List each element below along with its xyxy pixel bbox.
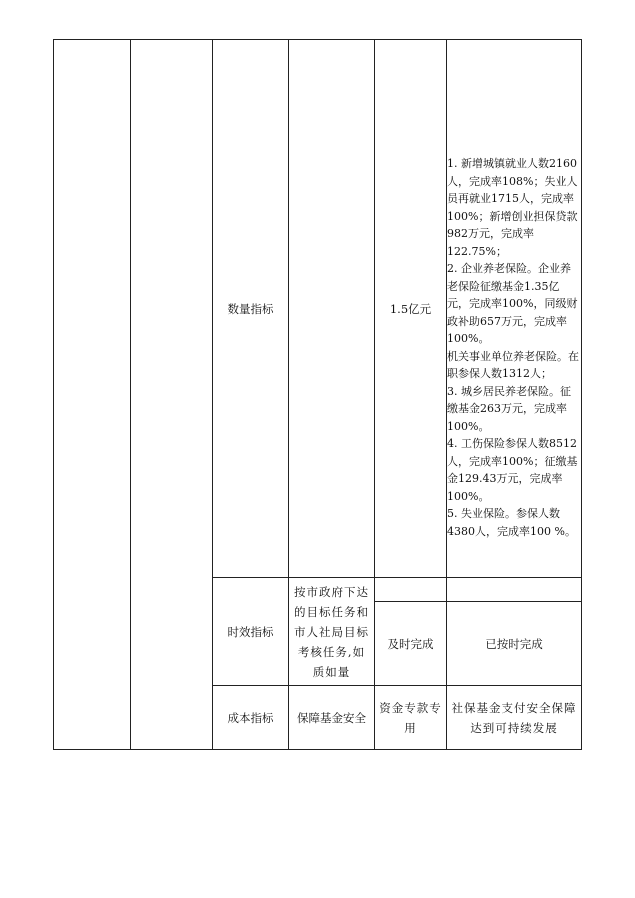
time-standard: 及时完成 bbox=[387, 636, 434, 651]
time-standard-cell bbox=[375, 602, 447, 686]
cost-result-cell bbox=[447, 686, 582, 750]
detail-paragraph: 1. 新增城镇就业人数2160人，完成率108%；失业人员再就业1715人，完成率100%；新增创业担保贷款982万元，完成率122.75%； bbox=[447, 157, 578, 258]
quantity-standard: 1.5亿元 bbox=[389, 301, 432, 316]
time-target-cell bbox=[289, 578, 375, 686]
cost-target-cell bbox=[289, 686, 375, 750]
empty-cell-time-standard bbox=[375, 578, 447, 602]
time-category-cell bbox=[213, 578, 289, 686]
time-result: 已按时完成 bbox=[485, 636, 543, 651]
detail-paragraph: 4. 工伤保险参保人数8512人，完成率100%；征缴基金129.43万元，完成率100%。 bbox=[447, 437, 578, 503]
cost-standard: 资金专款专用 bbox=[379, 700, 442, 735]
cost-standard-cell bbox=[375, 686, 447, 750]
quantity-category: 数量指标 bbox=[227, 301, 274, 316]
empty-cell-time-result bbox=[447, 578, 582, 602]
empty-cell-col1 bbox=[54, 40, 131, 750]
empty-cell-col2 bbox=[131, 40, 213, 750]
quantity-result-cell bbox=[447, 40, 582, 578]
quantity-target-cell bbox=[289, 40, 375, 578]
performance-indicator-table bbox=[53, 39, 582, 750]
table-row-quantity bbox=[54, 40, 582, 578]
time-category: 时效指标 bbox=[227, 624, 274, 639]
detail-paragraph: 机关事业单位养老保险。在职参保人数1312人； bbox=[447, 349, 579, 380]
cost-category: 成本指标 bbox=[227, 710, 274, 725]
time-result-cell bbox=[447, 602, 582, 686]
detail-paragraph: 3. 城乡居民养老保险。征缴基金263万元，完成率100%。 bbox=[447, 384, 571, 433]
quantity-category-cell bbox=[213, 40, 289, 578]
quantity-standard-cell bbox=[375, 40, 447, 578]
time-target: 按市政府下达的目标任务和市人社局目标考核任务,如质如量 bbox=[294, 584, 369, 679]
cost-result: 社保基金支付安全保障达到可持续发展 bbox=[451, 700, 577, 735]
cost-category-cell bbox=[213, 686, 289, 750]
detail-paragraph: 2. 企业养老保险。企业养老保险征缴基金1.35亿元，完成率100%，同级财政补助657万元，完成率100%。 bbox=[447, 262, 578, 345]
cost-target: 保障基金安全 bbox=[297, 710, 366, 725]
detail-paragraph: 5. 失业保险。参保人数4380人，完成率100 %。 bbox=[447, 507, 576, 538]
